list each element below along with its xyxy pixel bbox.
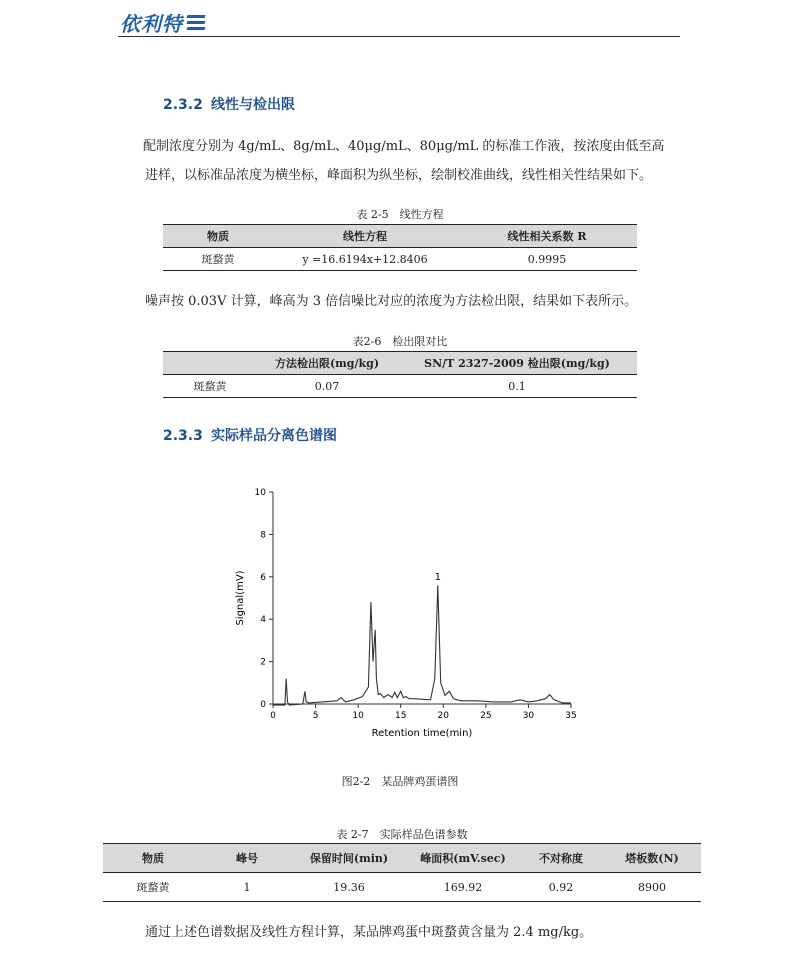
table-row [163, 248, 637, 271]
y-tick-label: 6 [260, 572, 266, 583]
table-header-cell: 塔板数(N) [603, 844, 701, 873]
table-header-cell: 峰面积(mV.sec) [407, 844, 519, 873]
table-caption-2-6: 表2-6 检出限对比 [352, 335, 448, 348]
table-header-cell: 线性方程 [273, 225, 457, 248]
table-header-cell: 线性相关系数 R [457, 225, 637, 248]
table-header-cell: SN/T 2327-2009 检出限(mg/kg) [397, 352, 637, 375]
table-caption-2-5: 表 2-5 线性方程 [356, 208, 444, 221]
chromatogram-trace [273, 585, 571, 705]
table-cell: 0.9995 [457, 248, 637, 271]
table-header-row [103, 844, 701, 873]
section-title: 实际样品分离色谱图 [211, 428, 337, 444]
peak-label: 1 [434, 572, 442, 584]
table-row [163, 375, 637, 398]
table-header-row [163, 225, 637, 248]
y-tick-label: 4 [260, 615, 266, 626]
table-header-cell: 方法检出限(mg/kg) [257, 352, 397, 375]
table-row [103, 873, 701, 902]
x-tick-label: 0 [270, 711, 276, 721]
table-cell: 1 [203, 873, 291, 902]
y-axis-label: Signal(mV) [235, 570, 246, 626]
table-header-cell: 不对称度 [519, 844, 603, 873]
section-heading-232 [163, 94, 295, 114]
linearity-table [163, 224, 637, 271]
table-header-cell [163, 352, 257, 375]
y-tick-label: 8 [260, 530, 266, 541]
company-logo [120, 8, 205, 37]
chart-axes [255, 488, 577, 721]
x-tick-label: 35 [565, 711, 577, 721]
x-axis-label: Retention time(min) [371, 728, 473, 739]
table-header-row [163, 352, 637, 375]
page-header [118, 8, 680, 37]
chromatography-params-table [103, 843, 701, 902]
table-cell: 斑蝥黄 [163, 375, 257, 398]
section-title: 线性与检出限 [211, 97, 295, 113]
paragraph-detection-limit: 噪声按 0.03V 计算，峰高为 3 倍信噪比对应的浓度为方法检出限，结果如下表所示。 [145, 294, 638, 309]
section-number: 2.3.2 [163, 97, 203, 113]
paragraph-linearity: 配制浓度分别为 4g/mL、8g/mL、40μg/mL、80μg/mL 的标准工作液，按浓度由低至高进样，以标准品浓度为横坐标，峰面积为纵坐标，绘制校准曲线，线性相关性结果如下。 [143, 139, 665, 183]
section-heading-233 [163, 425, 337, 445]
table-cell: 169.92 [407, 873, 519, 902]
table-header-cell: 保留时间(min) [291, 844, 407, 873]
chromatogram-chart [220, 480, 600, 750]
y-tick-label: 0 [260, 700, 266, 710]
table-header-cell: 物质 [163, 225, 273, 248]
x-tick-label: 20 [437, 711, 450, 721]
detection-limit-table [163, 351, 637, 398]
paragraph-conclusion: 通过上述色谱数据及线性方程计算，某品牌鸡蛋中斑蝥黄含量为 2.4 mg/kg。 [145, 925, 593, 940]
logo-text: 依利特 [120, 12, 183, 36]
table-cell: 0.07 [257, 375, 397, 398]
x-tick-label: 5 [312, 711, 319, 721]
x-tick-label: 25 [480, 711, 492, 721]
y-tick-label: 10 [254, 488, 266, 498]
table-cell: y =16.6194x+12.8406 [273, 248, 457, 271]
x-tick-label: 15 [394, 711, 407, 721]
y-tick-label: 2 [260, 657, 266, 668]
table-cell: 斑蝥黄 [163, 248, 273, 271]
table-cell: 8900 [603, 873, 701, 902]
table-caption-2-7: 表 2-7 实际样品色谱参数 [336, 828, 468, 841]
section-number: 2.3.3 [163, 428, 203, 444]
table-cell: 0.92 [519, 873, 603, 902]
logo-bars-icon [187, 15, 205, 30]
figure-caption: 图2-2 某品牌鸡蛋谱图 [341, 775, 459, 788]
table-cell: 0.1 [397, 375, 637, 398]
table-cell: 斑蝥黄 [103, 873, 203, 902]
x-tick-label: 10 [352, 711, 364, 721]
table-cell: 19.36 [291, 873, 407, 902]
table-header-cell: 峰号 [203, 844, 291, 873]
table-header-cell: 物质 [103, 844, 203, 873]
x-tick-label: 30 [522, 711, 535, 721]
